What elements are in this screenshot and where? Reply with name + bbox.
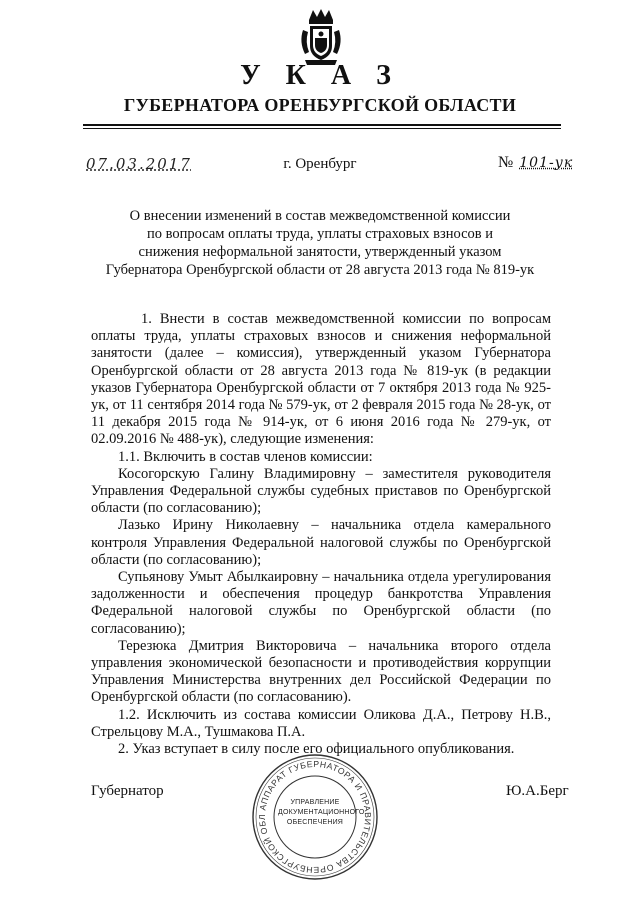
number-label: №	[498, 154, 514, 171]
paragraph-1-2: 1.2. Исключить из состава комиссии Оликова Д.А., Петрову Н.В., Стрельцову М.А., Тушмакова П.А.	[91, 706, 551, 740]
stamp-center-text: УПРАВЛЕНИЕ ДОКУМЕНТАЦИОННОГО ОБЕСПЕЧЕНИЯ	[278, 799, 365, 826]
header-divider	[83, 124, 561, 126]
paragraph-2: 2. Указ вступает в силу после его официального опубликования.	[118, 741, 515, 758]
signature-position: Губернатор	[91, 783, 164, 799]
document-city: г. Оренбург	[283, 156, 357, 172]
stamp-ring-text: АППАРАТ ГУБЕРНАТОРА И ПРАВИТЕЛЬСТВА ОРЕНБУРГСКОЙ ОБЛ	[256, 758, 374, 876]
official-stamp	[250, 752, 380, 882]
document-subtitle: ГУБЕРНАТОРА ОРЕНБУРГСКОЙ ОБЛАСТИ	[123, 95, 517, 115]
member-item: Косогорскую Галину Владимировну – заместителя руководителя Управления Федеральной службы судебных приставов по Оренбургской области (по согласованию);	[91, 465, 551, 517]
heading-line: Губернатора Оренбургской области от 28 августа 2013 года № 819-ук	[105, 262, 535, 278]
heading-line: О внесении изменений в состав межведомственной комиссии	[129, 208, 511, 224]
document-date: 07.03.2017	[86, 155, 192, 173]
document-title: У К А З	[240, 60, 400, 91]
coat-of-arms-icon	[299, 8, 343, 66]
number-value: 101-ук	[519, 155, 574, 171]
document-body	[91, 311, 551, 758]
paragraph-1: 1. Внести в состав межведомственной комиссии по вопросам оплаты труда, уплаты страховых взносов и снижения неформальной занятости (далее – комиссия), утвержденный указом Губернатора Оренбургской области от 28 августа 2013 года № 819-ук (в редакции указов Губернатора Оренбургской области от 7 октября 2013 года № 925-ук, от 11 сентября 2014 года № 579-ук, от 2 февраля 2015 года № 28-ук, от 11 декабря 2015 года № 914-ук, от 6 июня 2016 года № 279-ук, от 02.09.2016 № 488-ук), следующие изменения:	[91, 311, 551, 448]
heading-line: по вопросам оплаты труда, уплаты страховых взносов и	[146, 226, 493, 242]
member-item: Лазько Ирину Николаевну – начальника отдела камерального контроля Управления Федеральной налоговой службы по Оренбургской области (по согласованию);	[91, 517, 551, 568]
member-item: Терезюка Дмитрия Викторовича – начальника второго отдела управления экономической безопасности и противодействия коррупции Управления Министерства внутренних дел Российской Федерации по Оренбургской области (по согласованию).	[91, 637, 551, 706]
heading-line: снижения неформальной занятости, утвержденный указом	[138, 244, 502, 260]
paragraph-1-1: 1.1. Включить в состав членов комиссии:	[118, 448, 373, 465]
signature-name: Ю.А.Берг	[506, 783, 569, 799]
document-heading	[100, 207, 540, 279]
document-number	[498, 154, 573, 172]
header-divider-thin	[83, 128, 561, 129]
member-item: Супьянову Умыт Абылкаировну – начальника отдела урегулирования задолженности и обеспечения процедур банкротства Управления Федеральной налоговой службы по Оренбургской области (по согласованию);	[91, 569, 551, 637]
